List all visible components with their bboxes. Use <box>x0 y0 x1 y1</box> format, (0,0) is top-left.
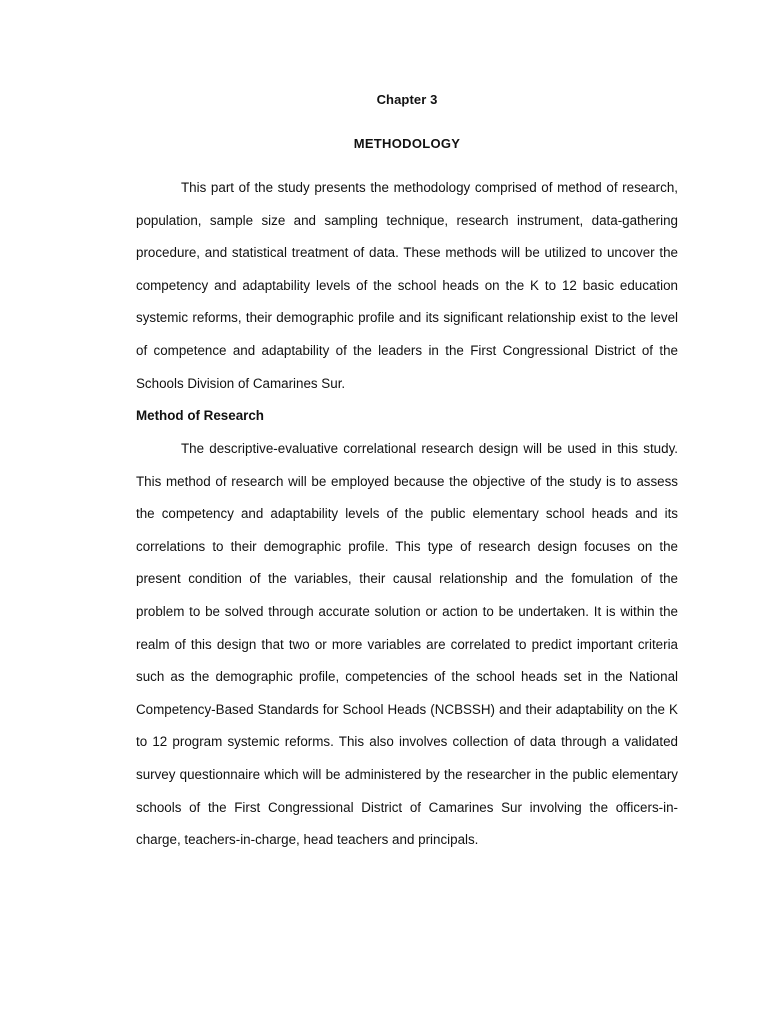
section-title: METHODOLOGY <box>353 136 461 151</box>
intro-paragraph: This part of the study presents the methodology comprised of method of research, population, sample size and sampling technique, research instrument, data-gathering procedure, and statistical treatment of data. These methods will be utilized to uncover the competency and adaptability levels of the school heads on the K to 12 basic education systemic reforms, their demographic profile and its significant relationship exist to the level of competence and adaptability of the leaders in the First Congressional District of the Schools Division of Camarines Sur. <box>136 180 678 391</box>
method-of-research-heading: Method of Research <box>136 408 264 423</box>
chapter-label: Chapter 3 <box>376 92 438 107</box>
method-of-research-paragraph: The descriptive-evaluative correlational research design will be used in this study. This method of research will be employed because the objective of the study is to assess the competency and adaptability levels of the public elementary school heads and its correlations to their demographic profile. This type of research design focuses on the present condition of the variables, their causal relationship and the fomulation of the problem to be solved through accurate solution or action to be undertaken. It is within the realm of this design that two or more variables are correlated to predict important criteria such as the demographic profile, competencies of the school heads set in the National Competency-Based Standards for School Heads (NCBSSH) and their adaptability on the K to 12 program systemic reforms. This also involves collection of data through a validated survey questionnaire which will be administered by the researcher in the public elementary schools of the First Congressional District of Camarines Sur involving the officers-in-charge, teachers-in-charge, head teachers and principals. <box>136 441 678 848</box>
